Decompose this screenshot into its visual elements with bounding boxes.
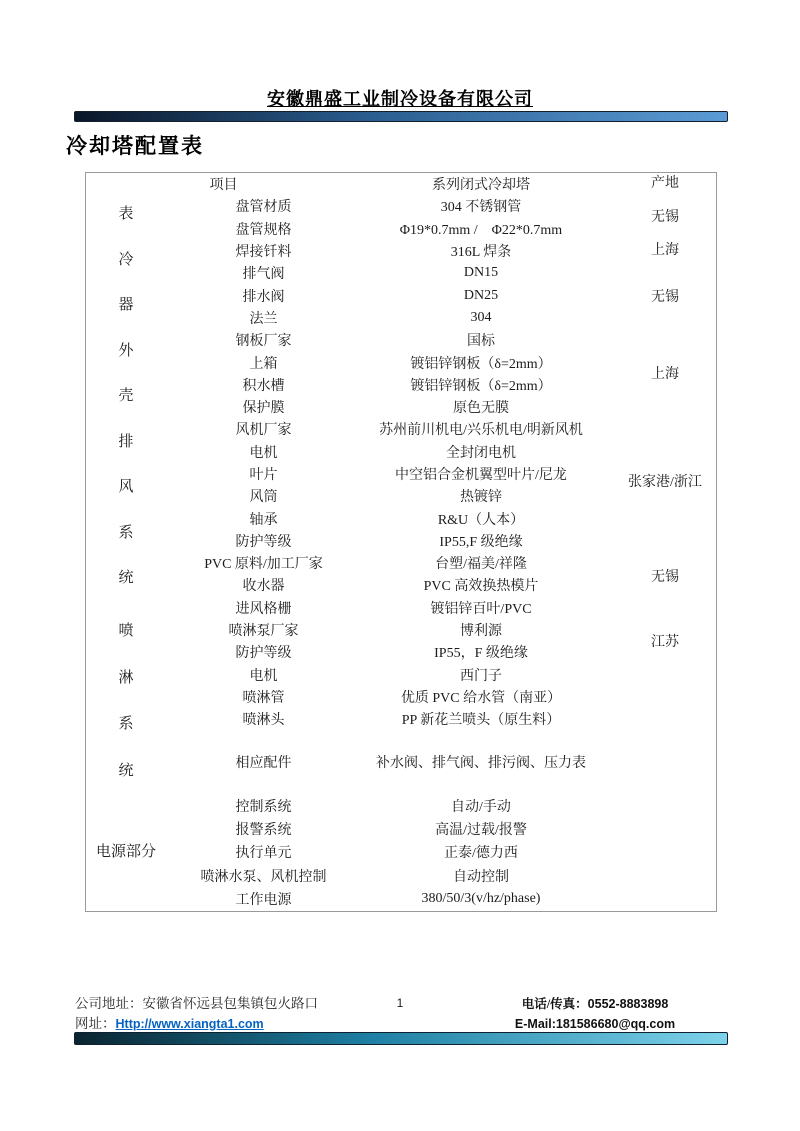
category-label-char: 淋 — [118, 669, 134, 686]
category-label-char: 冷 — [118, 251, 134, 268]
table-row — [86, 864, 716, 887]
page-number: 1 — [396, 996, 404, 1010]
table-row — [86, 507, 716, 529]
table-row — [86, 686, 716, 708]
table-row — [86, 530, 716, 552]
category-label-char: 统 — [118, 762, 134, 779]
page-title: 冷却塔配置表 — [66, 134, 204, 158]
category-label-char: 风 — [118, 479, 134, 495]
item-cell: 电机 — [249, 668, 278, 684]
value-cell: 台塑/福美/祥隆 — [435, 557, 527, 573]
item-cell: 保护膜 — [242, 401, 285, 417]
footer-contact-right — [490, 994, 700, 1034]
item-cell: 叶片 — [249, 468, 278, 483]
column-header-series: 系列闭式冷却塔 — [432, 178, 530, 194]
category-label: 电源部分 — [95, 844, 156, 860]
origin-cell: 无锡 — [651, 210, 679, 225]
category-label-char: 器 — [118, 297, 134, 313]
value-cell: 镀铝锌百叶/PVC — [430, 601, 532, 617]
column-header-origin: 产地 — [651, 176, 679, 191]
value-cell: Φ19*0.7mm / Φ22*0.7mm — [399, 222, 563, 238]
value-cell: DN25 — [463, 287, 499, 303]
footer-divider-bar — [74, 1032, 728, 1045]
table-row — [86, 597, 716, 619]
item-cell: 防护等级 — [235, 534, 292, 550]
origin-cell: 张家港/浙江 — [628, 475, 702, 490]
origin-cell: 无锡 — [651, 290, 679, 305]
value-cell: R&U（人本） — [437, 512, 525, 528]
value-cell: 高温/过载/报警 — [435, 823, 527, 839]
item-cell: 盘管规格 — [235, 222, 292, 238]
category-label-char: 系 — [118, 524, 134, 541]
item-cell: 收水器 — [242, 579, 285, 595]
item-cell: 防护等级 — [235, 646, 292, 662]
company-name: 安徽鼎盛工业制冷设备有限公司 — [267, 89, 533, 109]
item-cell: 相应配件 — [235, 756, 292, 772]
value-cell: DN15 — [463, 265, 499, 281]
table-row — [86, 794, 716, 817]
email-line: E-Mail:181586680@qq.com — [514, 1017, 676, 1031]
value-cell: 补水阀、排气阀、排污阀、压力表 — [376, 756, 586, 772]
website-line — [75, 1014, 318, 1034]
value-cell: 镀铝锌钢板（δ=2mm） — [410, 378, 552, 394]
value-cell: 316L 焊条 — [450, 245, 512, 261]
item-cell: 喷淋管 — [242, 690, 285, 706]
table-row — [86, 730, 716, 794]
value-cell: 西门子 — [460, 668, 502, 684]
website-label: 网址： — [75, 1016, 116, 1031]
item-cell: 喷淋泵厂家 — [228, 624, 299, 640]
table-row — [86, 396, 716, 418]
item-cell: 风机厂家 — [235, 423, 292, 439]
header-divider-bar — [74, 111, 728, 122]
category-label-char: 表 — [118, 206, 134, 222]
column-header-item: 项目 — [209, 178, 238, 194]
value-cell: 正泰/德力西 — [444, 846, 518, 862]
table-row — [86, 418, 716, 440]
item-cell: 报警系统 — [235, 823, 292, 839]
origin-cell: 上海 — [651, 243, 679, 258]
category-label-char: 外 — [118, 342, 134, 359]
category-label-char: 统 — [118, 570, 134, 586]
value-cell: 中空铝合金机翼型叶片/尼龙 — [395, 468, 567, 483]
value-cell: IP55,F 级绝缘 — [439, 534, 523, 550]
config-table — [85, 172, 717, 912]
item-cell: 盘管材质 — [235, 200, 292, 216]
table-row — [86, 329, 716, 351]
website-link[interactable]: Http://www.xiangta1.com — [115, 1017, 264, 1031]
item-cell: 工作电源 — [235, 892, 292, 908]
value-cell: 304 — [470, 309, 492, 325]
item-cell: 焊接钎料 — [235, 245, 292, 261]
phone-label: 电话/传真： — [521, 997, 588, 1011]
table-row — [86, 307, 716, 329]
value-cell: 优质 PVC 给水管（南亚） — [400, 690, 562, 706]
item-cell: PVC 原料/加工厂家 — [204, 557, 323, 573]
value-cell: PP 新花兰喷头（原生料） — [401, 713, 561, 729]
value-cell: 自动/手动 — [451, 800, 511, 816]
item-cell: 喷淋头 — [242, 713, 285, 729]
value-cell: 自动控制 — [453, 869, 509, 885]
item-cell: 排气阀 — [242, 267, 285, 283]
value-cell: 380/50/3(v/hz/phase) — [421, 890, 541, 906]
value-cell: 苏州前川机电/兴乐机电/明新风机 — [379, 423, 583, 439]
value-cell: 原色无膜 — [453, 401, 509, 417]
value-cell: 镀铝锌钢板（δ=2mm） — [410, 356, 552, 372]
item-cell: 执行单元 — [235, 846, 292, 862]
item-cell: 轴承 — [249, 512, 278, 528]
table-row — [86, 841, 716, 864]
item-cell: 控制系统 — [235, 800, 292, 816]
origin-cell: 上海 — [651, 367, 679, 382]
value-cell: 热镀锌 — [460, 490, 502, 506]
category-label-char: 系 — [118, 716, 134, 732]
category-label-char: 喷 — [118, 623, 134, 639]
item-cell: 法兰 — [249, 311, 278, 327]
category-label-char: 壳 — [118, 388, 134, 404]
table-row — [86, 887, 716, 910]
value-cell: 304 不锈钢管 — [440, 200, 522, 216]
phone-number: 0552-8883898 — [587, 997, 669, 1011]
item-cell: 钢板厂家 — [235, 334, 292, 350]
value-cell: PVC 高效换热模片 — [423, 579, 539, 595]
company-address: 公司地址：安徽省怀远县包集镇包火路口 — [75, 996, 318, 1011]
value-cell: 国标 — [467, 334, 495, 350]
origin-cell: 无锡 — [651, 570, 679, 585]
item-cell: 进风格栅 — [235, 601, 292, 617]
item-cell: 风筒 — [249, 490, 278, 506]
category-label-char: 排 — [118, 433, 134, 450]
table-row — [86, 441, 716, 463]
table-row — [86, 708, 716, 730]
item-cell: 积水槽 — [242, 378, 285, 394]
value-cell: IP55，F 级绝缘 — [434, 646, 528, 662]
value-cell: 全封闭电机 — [446, 445, 516, 461]
table-row — [86, 262, 716, 284]
item-cell: 上箱 — [249, 356, 278, 372]
value-cell: 博利源 — [460, 624, 502, 640]
table-row — [86, 664, 716, 686]
phone-line — [490, 994, 700, 1014]
item-cell: 排水阀 — [242, 289, 285, 305]
item-cell: 喷淋水泵、风机控制 — [200, 869, 327, 885]
origin-cell: 江苏 — [651, 635, 679, 650]
item-cell: 电机 — [249, 445, 278, 461]
table-row — [86, 818, 716, 841]
